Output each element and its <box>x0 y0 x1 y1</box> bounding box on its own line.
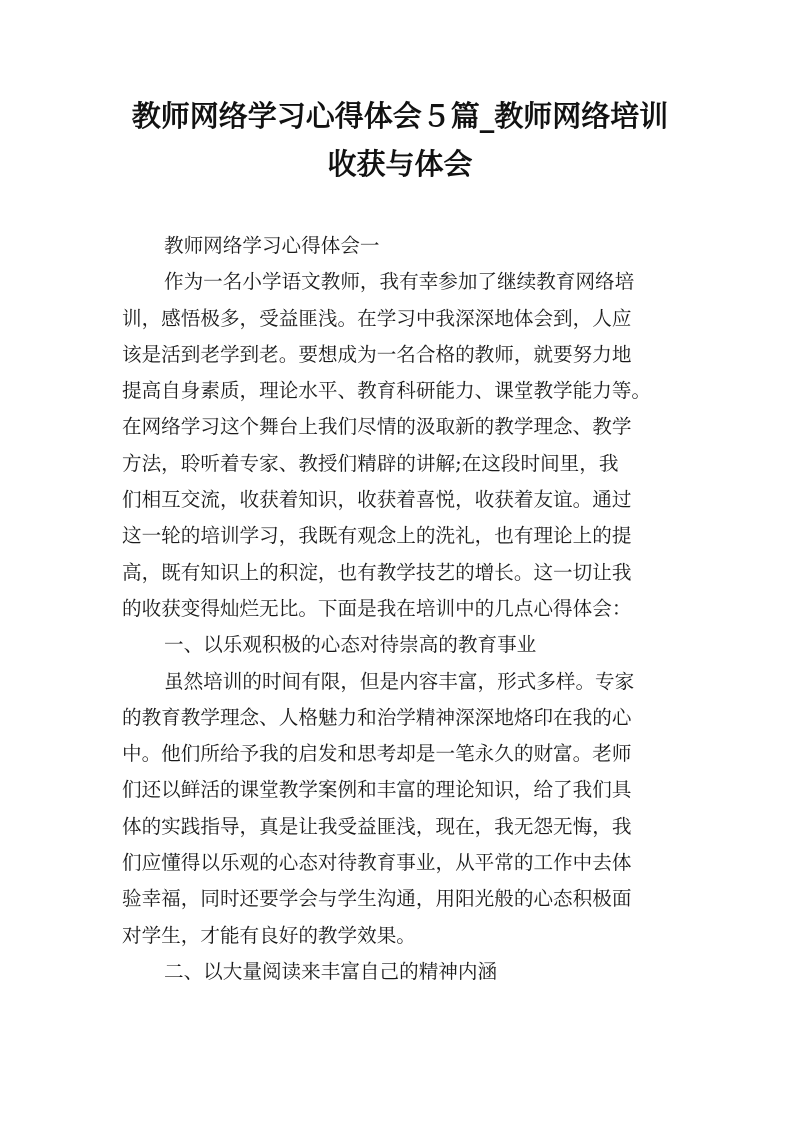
text-line: 一、以乐观积极的心态对待崇高的教育事业 <box>164 633 537 657</box>
text-line: 二、以大量阅读来丰富自己的精神内涵 <box>164 959 498 983</box>
text-line: 该是活到老学到老。要想成为一名合格的教师，就要努力地 <box>122 342 632 366</box>
text-line: 训，感悟极多，受益匪浅。在学习中我深深地体会到，人应 <box>122 306 632 330</box>
text-line: 作为一名小学语文教师，我有幸参加了继续教育网络培 <box>164 270 635 294</box>
text-line: 虽然培训的时间有限，但是内容丰富，形式多样。专家 <box>164 669 635 693</box>
text-line: 们应懂得以乐观的心态对待教育事业，从平常的工作中去体 <box>122 851 632 875</box>
document-title <box>110 92 690 188</box>
text-line: 们还以鲜活的课堂教学案例和丰富的理论知识，给了我们具 <box>122 778 632 802</box>
text-line: 方法，聆听着专家、教授们精辟的讲解;在这段时间里，我 <box>122 451 619 475</box>
text-line: 的收获变得灿烂无比。下面是我在培训中的几点心得体会： <box>122 596 632 620</box>
text-line: 提高自身素质，理论水平、教育科研能力、课堂教学能力等。 <box>122 379 652 403</box>
document-body <box>122 228 687 990</box>
text-line: 体的实践指导，真是让我受益匪浅，现在，我无怨无悔，我 <box>122 814 632 838</box>
text-line: 这一轮的培训学习，我既有观念上的洗礼，也有理论上的提 <box>122 524 632 548</box>
title-line-1: 教师网络学习心得体会５篇_教师网络培训 <box>131 99 669 133</box>
text-line: 验幸福，同时还要学会与学生沟通，用阳光般的心态积极面 <box>122 887 632 911</box>
text-line: 在网络学习这个舞台上我们尽情的汲取新的教学理念、教学 <box>122 415 632 439</box>
text-line: 对学生，才能有良好的教学效果。 <box>122 923 416 947</box>
text-line: 中。他们所给予我的启发和思考却是一笔永久的财富。老师 <box>122 742 632 766</box>
text-line: 教师网络学习心得体会一 <box>164 234 380 257</box>
text-line: 高，既有知识上的积淀，也有教学技艺的增长。这一切让我 <box>122 560 632 584</box>
text-line: 的教育教学理念、人格魅力和治学精神深深地烙印在我的心 <box>122 705 632 729</box>
title-line-2: 收获与体会 <box>327 147 473 181</box>
text-line: 们相互交流，收获着知识，收获着喜悦，收获着友谊。通过 <box>122 488 632 512</box>
